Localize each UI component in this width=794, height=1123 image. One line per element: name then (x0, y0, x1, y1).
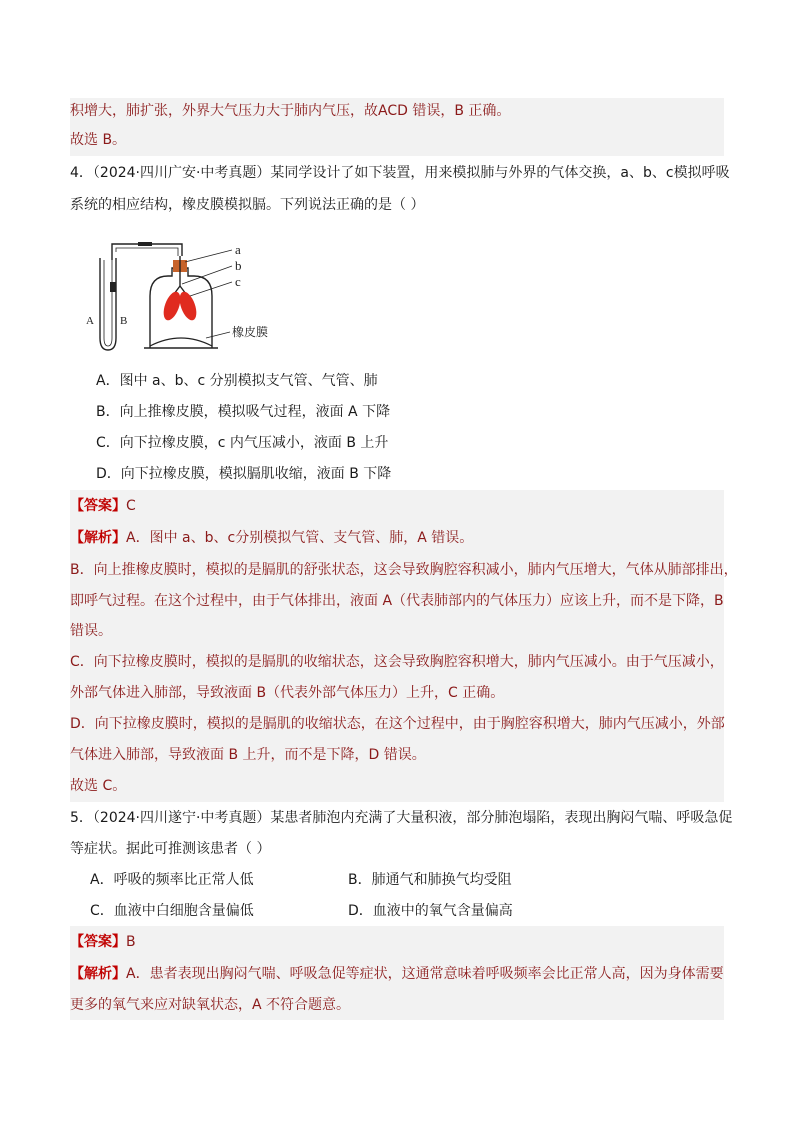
q5-option-a: A．呼吸的频率比正常人低 (90, 872, 254, 888)
q4-analysis-line-6: 外部气体进入肺部，导致液面 B（代表外部气体压力）上升，C 正确。 (70, 678, 724, 708)
q4-conclusion: 故选 C。 (70, 770, 724, 802)
bell-jar (150, 268, 212, 348)
q5-option-b: B．肺通气和肺换气均受阻 (348, 872, 512, 888)
q4-analysis-line-2: B．向上推橡皮膜时，模拟的是膈肌的舒张状态，这会导致胸腔容积减小，肺内气压增大，气体从肺部排出， (70, 554, 724, 586)
q4-stem-line-1: 4．（2024·四川广安·中考真题）某同学设计了如下装置，用来模拟肺与外界的气体交换，a、b、c模拟呼吸 (70, 165, 730, 181)
q4-option-c: C．向下拉橡皮膜，c 内气压减小，液面 B 上升 (96, 435, 389, 451)
answer-tag: 【答案】 (70, 934, 126, 950)
q5-option-c: C．血液中白细胞含量偏低 (90, 903, 254, 919)
q4-answer (70, 490, 724, 522)
q4-option-d: D．向下拉橡皮膜，模拟膈肌收缩，液面 B 下降 (96, 466, 392, 482)
prev-analysis-line-1: 积增大，肺扩张，外界大气压力大于肺内气压，故ACD 错误，B 正确。 (70, 98, 724, 124)
q4-analysis-line-7: D．向下拉橡皮膜时，模拟的是膈肌的收缩状态，在这个过程中，由于胸腔容积增大，肺内气压减小，外部 (70, 708, 724, 740)
q4-analysis-line-1: A．图中 a、b、c分别模拟气管、支气管、肺，A 错误。 (126, 530, 474, 546)
analysis-tag: 【解析】 (70, 966, 126, 982)
label-A: A (86, 315, 94, 327)
lung-balloon-left (160, 290, 183, 323)
answer-value: C (126, 498, 136, 514)
prev-conclusion: 故选 B。 (70, 124, 724, 156)
q4-analysis-line-5: C．向下拉橡皮膜时，模拟的是膈肌的收缩状态，这会导致胸腔容积增大，肺内气压减小。由于气压减小， (70, 646, 724, 678)
label-membrane: 橡皮膜 (232, 325, 269, 339)
q5-stem-line-1: 5．（2024·四川遂宁·中考真题）某患者肺泡内充满了大量积液，部分肺泡塌陷，表现出胸闷气喘、呼吸急促 (70, 810, 733, 826)
label-B: B (120, 315, 128, 327)
label-a: a (235, 242, 241, 257)
u-tube (100, 258, 116, 350)
q5-answer (70, 926, 724, 958)
analysis-tag: 【解析】 (70, 530, 126, 546)
q4-option-a: A．图中 a、b、c 分别模拟支气管、气管、肺 (96, 373, 378, 389)
answer-tag: 【答案】 (70, 498, 126, 514)
lung-model-figure (82, 238, 282, 358)
q5-analysis-line-2: 更多的氧气来应对缺氧状态，A 不符合题意。 (70, 990, 724, 1020)
q5-option-d: D．血液中的氧气含量偏高 (348, 903, 513, 919)
q4-analysis-line-3: 即呼气过程。在这个过程中，由于气体排出，液面 A（代表肺部内的气体压力）应该上升，而不是下降，B (70, 586, 724, 616)
rubber-membrane (150, 338, 212, 346)
q4-analysis-line-8: 气体进入肺部，导致液面 B 上升，而不是下降，D 错误。 (70, 740, 724, 770)
q4-option-b: B．向上推橡皮膜，模拟吸气过程，液面 A 下降 (96, 404, 391, 420)
q5-stem-line-2: 等症状。据此可推测该患者（ ） (70, 841, 271, 857)
q4-stem-line-2: 系统的相应结构，橡皮膜模拟膈。下列说法正确的是（ ） (70, 197, 425, 213)
label-b: b (235, 258, 242, 273)
q4-analysis-first (70, 522, 724, 554)
lung-balloon-right (176, 290, 199, 323)
answer-value: B (126, 934, 136, 950)
q4-analysis-line-4: 错误。 (70, 616, 724, 646)
label-c: c (235, 274, 241, 289)
q5-analysis-first (70, 958, 724, 990)
q5-analysis-line-1: A．患者表现出胸闷气喘、呼吸急促等症状，这通常意味着呼吸频率会比正常人高，因为身体需要 (126, 966, 724, 982)
